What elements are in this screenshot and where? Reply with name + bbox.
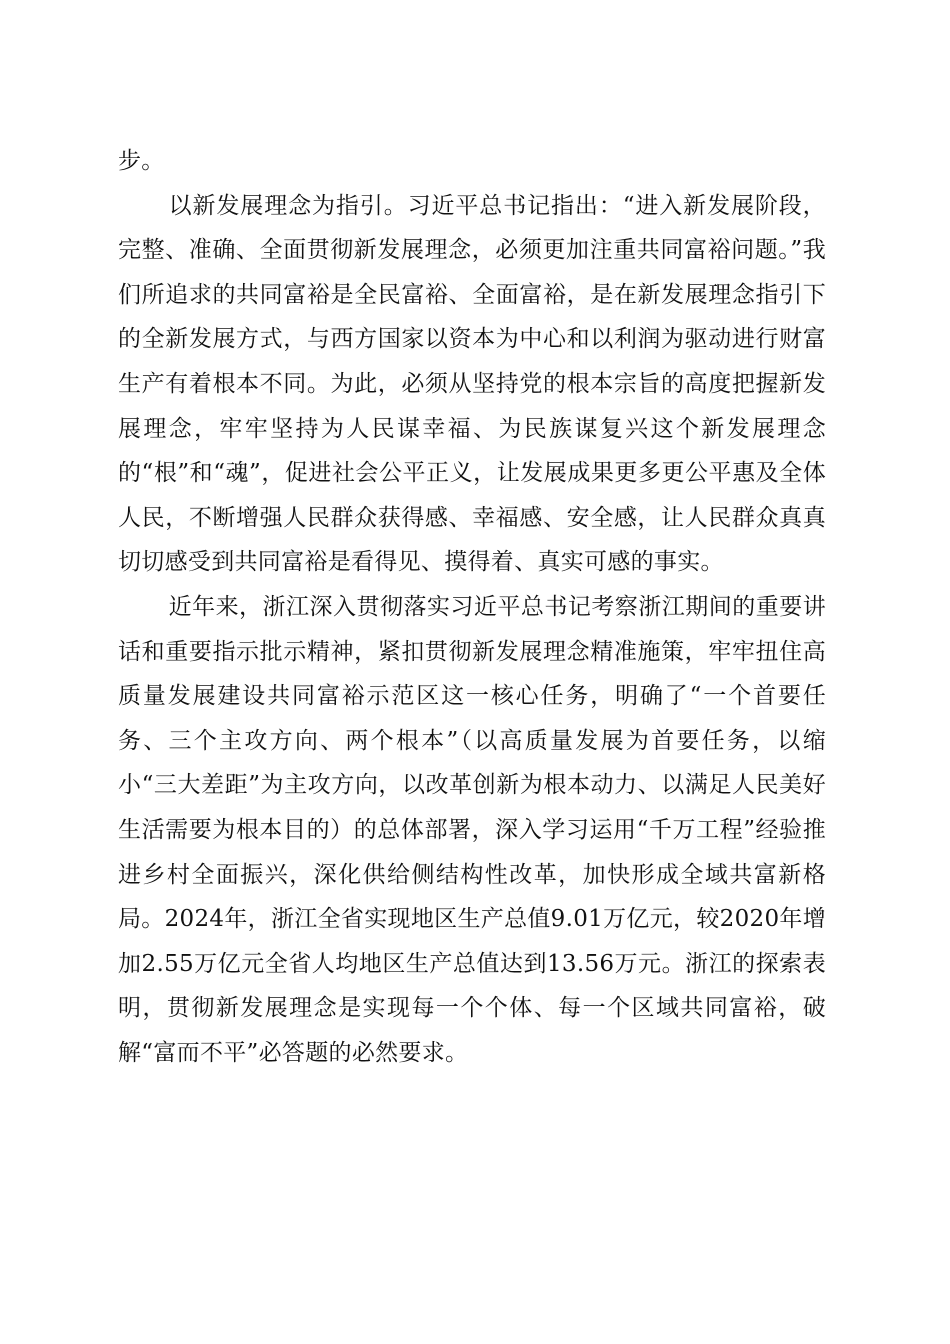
paragraph-zhejiang-practice: 近年来，浙江深入贯彻落实习近平总书记考察浙江期间的重要讲话和重要指示批示精神，紧扣贯彻新发展理念精准施策，牢牢扭住高质量发展建设共同富裕示范区这一核心任务，明确了“一个首要任务、三个主攻方向、两个根本”（以高质量发展为首要任务，以缩小“三大差距”为主攻方向，以改革创新为根本动力、以满足人民美好生活需要为根本目的）的总体部署，深入学习运用“千万工程”经验推进乡村全面振兴，深化供给侧结构性改革，加快形成全域共富新格局。2024年，浙江全省实现地区生产总值9.01万亿元，较2020年增加2.55万亿元全省人均地区生产总值达到13.56万元。浙江的探索表明，贯彻新发展理念是实现每一个个体、每一个区域共同富裕，破解“富而不平”必答题的必然要求。: [118, 593, 826, 1066]
body-text: [118, 139, 826, 1075]
paragraph-continuation: 步。: [118, 148, 165, 174]
paragraph-new-development-concept: 以新发展理念为指引。习近平总书记指出：“进入新发展阶段，完整、准确、全面贯彻新发展理念，必须更加注重共同富裕问题。”我们所追求的共同富裕是全民富裕、全面富裕，是在新发展理念指引下的全新发展方式，与西方国家以资本为中心和以利润为驱动进行财富生产有着根本不同。为此，必须从坚持党的根本宗旨的高度把握新发展理念，牢牢坚持为人民谋幸福、为民族谋复兴这个新发展理念的“根”和“魂”，促进社会公平正义，让发展成果更多更公平惠及全体人民，不断增强人民群众获得感、幸福感、安全感，让人民群众真真切切感受到共同富裕是看得见、摸得着、真实可感的事实。: [118, 192, 826, 576]
